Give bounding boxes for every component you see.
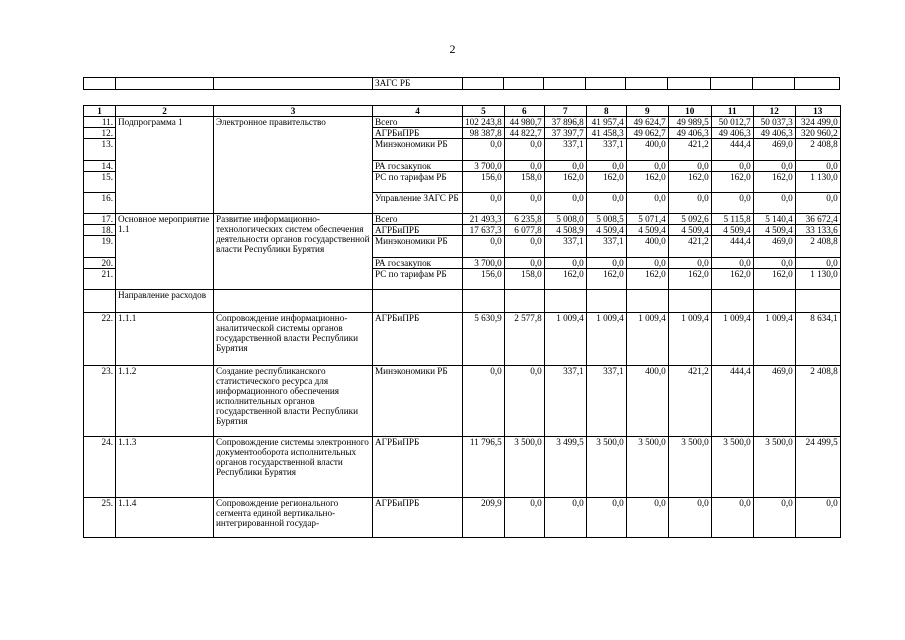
value-cell: 0,0 <box>753 193 795 214</box>
value-cell: 5 630,9 <box>463 313 505 366</box>
value-cell: 41 458,3 <box>586 128 626 139</box>
value-cell: 209,9 <box>463 498 505 538</box>
header-cell: 11 <box>711 106 753 117</box>
value-cell: 400,0 <box>626 366 668 437</box>
value-cell: 162,0 <box>711 269 753 290</box>
value-cell: 4 509,4 <box>753 225 795 236</box>
value-cell: 6 077,8 <box>504 225 544 236</box>
header-cell: 12 <box>753 106 795 117</box>
value-cell: 50 037,3 <box>753 117 795 128</box>
value-cell: 444,4 <box>711 139 753 161</box>
cell-empty <box>795 290 840 313</box>
funding-source: АГРБиПРБ <box>373 313 463 366</box>
funding-source: Всего <box>373 214 463 225</box>
value-cell: 50 012,7 <box>711 117 753 128</box>
value-cell: 162,0 <box>753 269 795 290</box>
item-title: Создание республиканского статистического ресурса для информационного обеспечения исполнительных органов государственной власти Республики Бурятия <box>214 366 373 437</box>
value-cell: 11 796,5 <box>463 437 505 498</box>
value-cell: 49 406,3 <box>753 128 795 139</box>
value-cell: 337,1 <box>544 139 586 161</box>
value-cell: 3 700,0 <box>463 161 505 172</box>
value-cell: 44 980,7 <box>504 117 544 128</box>
row-number: 19. <box>84 236 116 258</box>
row-number: 12. <box>84 128 116 139</box>
cell-empty <box>586 290 626 313</box>
value-cell: 400,0 <box>626 236 668 258</box>
value-cell: 4 508,9 <box>544 225 586 236</box>
value-cell: 49 624,7 <box>626 117 668 128</box>
value-cell: 0,0 <box>626 258 668 269</box>
value-cell: 49 406,3 <box>711 128 753 139</box>
cell-empty <box>116 78 214 90</box>
program-title: Развитие информационно-технологических систем обеспечения деятельности органов государственной власти Республики Бурятия <box>214 214 373 290</box>
funding-source: РС по тарифам РБ <box>373 172 463 193</box>
value-cell: 337,1 <box>544 236 586 258</box>
row-number: 16. <box>84 193 116 214</box>
table-row <box>84 366 841 437</box>
value-cell: 1 009,4 <box>586 313 626 366</box>
value-cell: 0,0 <box>586 161 626 172</box>
budget-table <box>83 105 841 538</box>
cell-empty <box>84 290 116 313</box>
value-cell: 0,0 <box>711 161 753 172</box>
value-cell: 4 509,4 <box>626 225 668 236</box>
header-cell: 3 <box>214 106 373 117</box>
header-cell: 5 <box>463 106 505 117</box>
value-cell: 162,0 <box>626 172 668 193</box>
value-cell: 0,0 <box>504 366 544 437</box>
value-cell: 469,0 <box>753 139 795 161</box>
value-cell: 162,0 <box>544 172 586 193</box>
row-number: 21. <box>84 269 116 290</box>
value-cell: 8 634,1 <box>795 313 840 366</box>
value-cell: 2 577,8 <box>504 313 544 366</box>
funding-source: Минэкономики РБ <box>373 139 463 161</box>
row-number: 15. <box>84 172 116 193</box>
value-cell: 469,0 <box>753 366 795 437</box>
header-row <box>84 106 841 117</box>
value-cell: 5 092,6 <box>668 214 711 225</box>
value-cell: 156,0 <box>463 269 505 290</box>
value-cell: 5 008,5 <box>586 214 626 225</box>
value-cell: 421,2 <box>668 236 711 258</box>
value-cell: 156,0 <box>463 172 505 193</box>
value-cell: 0,0 <box>544 258 586 269</box>
value-cell: 6 235,8 <box>504 214 544 225</box>
zags-label: ЗАГС РБ <box>373 78 463 90</box>
value-cell: 162,0 <box>711 172 753 193</box>
value-cell: 1 130,0 <box>795 172 840 193</box>
cell-empty <box>795 78 840 90</box>
value-cell: 337,1 <box>586 366 626 437</box>
value-cell: 2 408,8 <box>795 366 840 437</box>
value-cell: 0,0 <box>795 498 840 538</box>
cell-empty <box>214 78 373 90</box>
program-name: Подпрограмма 1 <box>116 117 214 214</box>
value-cell: 162,0 <box>668 269 711 290</box>
value-cell: 0,0 <box>544 193 586 214</box>
value-cell: 4 509,4 <box>586 225 626 236</box>
value-cell: 0,0 <box>626 193 668 214</box>
value-cell: 1 009,4 <box>711 313 753 366</box>
value-cell: 3 500,0 <box>586 437 626 498</box>
value-cell: 421,2 <box>668 139 711 161</box>
value-cell: 0,0 <box>586 258 626 269</box>
cell-empty <box>544 290 586 313</box>
value-cell: 0,0 <box>504 139 544 161</box>
value-cell: 4 509,4 <box>711 225 753 236</box>
value-cell: 400,0 <box>626 139 668 161</box>
cell-empty <box>753 78 795 90</box>
value-cell: 1 009,4 <box>626 313 668 366</box>
value-cell: 0,0 <box>504 236 544 258</box>
value-cell: 1 130,0 <box>795 269 840 290</box>
direction-row <box>84 290 841 313</box>
value-cell: 0,0 <box>626 161 668 172</box>
value-cell: 162,0 <box>544 269 586 290</box>
continuation-table <box>83 77 840 90</box>
value-cell: 0,0 <box>626 498 668 538</box>
funding-source: АГРБиПРБ <box>373 225 463 236</box>
cell-empty <box>504 290 544 313</box>
value-cell: 0,0 <box>463 139 505 161</box>
value-cell: 17 637,3 <box>463 225 505 236</box>
value-cell: 3 500,0 <box>711 437 753 498</box>
row-number: 25. <box>84 498 116 538</box>
value-cell: 0,0 <box>504 498 544 538</box>
cell-empty <box>586 78 626 90</box>
cell-empty <box>214 290 373 313</box>
cell-empty <box>504 78 544 90</box>
value-cell: 0,0 <box>504 258 544 269</box>
value-cell: 0,0 <box>586 193 626 214</box>
value-cell: 0,0 <box>544 161 586 172</box>
item-title: Сопровождение регионального сегмента единой вертикально-интегрированной государ- <box>214 498 373 538</box>
value-cell: 3 499,5 <box>544 437 586 498</box>
value-cell: 3 500,0 <box>668 437 711 498</box>
value-cell: 421,2 <box>668 366 711 437</box>
value-cell: 337,1 <box>544 366 586 437</box>
program-title: Электронное правительство <box>214 117 373 214</box>
value-cell: 0,0 <box>668 193 711 214</box>
cell-empty <box>668 78 711 90</box>
row-number: 18. <box>84 225 116 236</box>
funding-source: АГРБиПРБ <box>373 437 463 498</box>
item-code: 1.1.2 <box>116 366 214 437</box>
direction-label: Направление расходов <box>116 290 214 313</box>
table-row <box>84 437 841 498</box>
value-cell: 0,0 <box>753 258 795 269</box>
value-cell: 4 509,4 <box>668 225 711 236</box>
value-cell: 3 700,0 <box>463 258 505 269</box>
value-cell: 337,1 <box>586 139 626 161</box>
value-cell: 337,1 <box>586 236 626 258</box>
value-cell: 49 062,7 <box>626 128 668 139</box>
header-cell: 4 <box>373 106 463 117</box>
value-cell: 3 500,0 <box>626 437 668 498</box>
value-cell: 0,0 <box>668 498 711 538</box>
cell-empty <box>626 78 668 90</box>
value-cell: 0,0 <box>463 236 505 258</box>
value-cell: 1 009,4 <box>753 313 795 366</box>
header-cell: 13 <box>795 106 840 117</box>
table-row <box>84 214 841 225</box>
value-cell: 49 989,5 <box>668 117 711 128</box>
funding-source: АГРБиПРБ <box>373 128 463 139</box>
value-cell: 0,0 <box>463 193 505 214</box>
row-number: 22. <box>84 313 116 366</box>
table-row <box>84 498 841 538</box>
row-number: 14. <box>84 161 116 172</box>
value-cell: 0,0 <box>544 498 586 538</box>
table-row <box>84 313 841 366</box>
value-cell: 162,0 <box>753 172 795 193</box>
value-cell: 320 960,2 <box>795 128 840 139</box>
row-number: 13. <box>84 139 116 161</box>
value-cell: 102 243,8 <box>463 117 505 128</box>
value-cell: 158,0 <box>504 172 544 193</box>
value-cell: 0,0 <box>795 193 840 214</box>
value-cell: 41 957,4 <box>586 117 626 128</box>
value-cell: 5 115,8 <box>711 214 753 225</box>
row-number: 11. <box>84 117 116 128</box>
value-cell: 0,0 <box>504 161 544 172</box>
cell-empty <box>544 78 586 90</box>
value-cell: 162,0 <box>586 269 626 290</box>
value-cell: 162,0 <box>668 172 711 193</box>
value-cell: 0,0 <box>753 161 795 172</box>
value-cell: 33 133,6 <box>795 225 840 236</box>
cell-empty <box>711 290 753 313</box>
value-cell: 1 009,4 <box>668 313 711 366</box>
cell-empty <box>711 78 753 90</box>
value-cell: 1 009,4 <box>544 313 586 366</box>
value-cell: 0,0 <box>711 498 753 538</box>
value-cell: 324 499,0 <box>795 117 840 128</box>
value-cell: 0,0 <box>668 161 711 172</box>
value-cell: 3 500,0 <box>504 437 544 498</box>
cell-empty <box>753 290 795 313</box>
value-cell: 0,0 <box>668 258 711 269</box>
value-cell: 49 406,3 <box>668 128 711 139</box>
value-cell: 98 387,8 <box>463 128 505 139</box>
value-cell: 0,0 <box>795 258 840 269</box>
item-code: 1.1.4 <box>116 498 214 538</box>
funding-source: РА госзакупок <box>373 258 463 269</box>
item-code: 1.1.1 <box>116 313 214 366</box>
value-cell: 3 500,0 <box>753 437 795 498</box>
value-cell: 469,0 <box>753 236 795 258</box>
cell-empty <box>626 290 668 313</box>
funding-source: Управление ЗАГС РБ <box>373 193 463 214</box>
value-cell: 2 408,8 <box>795 139 840 161</box>
value-cell: 5 140,4 <box>753 214 795 225</box>
funding-source: РС по тарифам РБ <box>373 269 463 290</box>
header-cell: 7 <box>544 106 586 117</box>
value-cell: 36 672,4 <box>795 214 840 225</box>
funding-source: Всего <box>373 117 463 128</box>
header-cell: 9 <box>626 106 668 117</box>
cell-empty <box>373 290 463 313</box>
value-cell: 2 408,8 <box>795 236 840 258</box>
value-cell: 37 397,7 <box>544 128 586 139</box>
value-cell: 44 822,7 <box>504 128 544 139</box>
program-name: Основное мероприятие 1.1 <box>116 214 214 290</box>
header-cell: 8 <box>586 106 626 117</box>
funding-source: Минэкономики РБ <box>373 236 463 258</box>
value-cell: 444,4 <box>711 366 753 437</box>
funding-source: Минэкономики РБ <box>373 366 463 437</box>
value-cell: 162,0 <box>586 172 626 193</box>
cell-empty <box>463 290 505 313</box>
header-cell: 1 <box>84 106 116 117</box>
value-cell: 0,0 <box>504 193 544 214</box>
value-cell: 162,0 <box>626 269 668 290</box>
value-cell: 0,0 <box>753 498 795 538</box>
funding-source: АГРБиПРБ <box>373 498 463 538</box>
value-cell: 0,0 <box>795 161 840 172</box>
value-cell: 0,0 <box>711 193 753 214</box>
value-cell: 0,0 <box>711 258 753 269</box>
value-cell: 21 493,3 <box>463 214 505 225</box>
value-cell: 5 008,0 <box>544 214 586 225</box>
cell-empty <box>668 290 711 313</box>
value-cell: 37 896,8 <box>544 117 586 128</box>
value-cell: 0,0 <box>586 498 626 538</box>
value-cell: 24 499,5 <box>795 437 840 498</box>
row-number: 17. <box>84 214 116 225</box>
row-number: 20. <box>84 258 116 269</box>
item-code: 1.1.3 <box>116 437 214 498</box>
row-number: 24. <box>84 437 116 498</box>
value-cell: 158,0 <box>504 269 544 290</box>
item-title: Сопровождение системы электронного документооборота исполнительных органов государственной власти Республики Бурятия <box>214 437 373 498</box>
value-cell: 0,0 <box>463 366 505 437</box>
table-row <box>84 117 841 128</box>
row-number: 23. <box>84 366 116 437</box>
header-cell: 10 <box>668 106 711 117</box>
value-cell: 444,4 <box>711 236 753 258</box>
item-title: Сопровождение информационно-аналитической системы органов государственной власти Республики Бурятия <box>214 313 373 366</box>
page-number: 2 <box>449 42 456 56</box>
header-cell: 6 <box>504 106 544 117</box>
funding-source: РА госзакупок <box>373 161 463 172</box>
cell-empty <box>84 78 116 90</box>
cell-empty <box>463 78 504 90</box>
header-cell: 2 <box>116 106 214 117</box>
value-cell: 5 071,4 <box>626 214 668 225</box>
